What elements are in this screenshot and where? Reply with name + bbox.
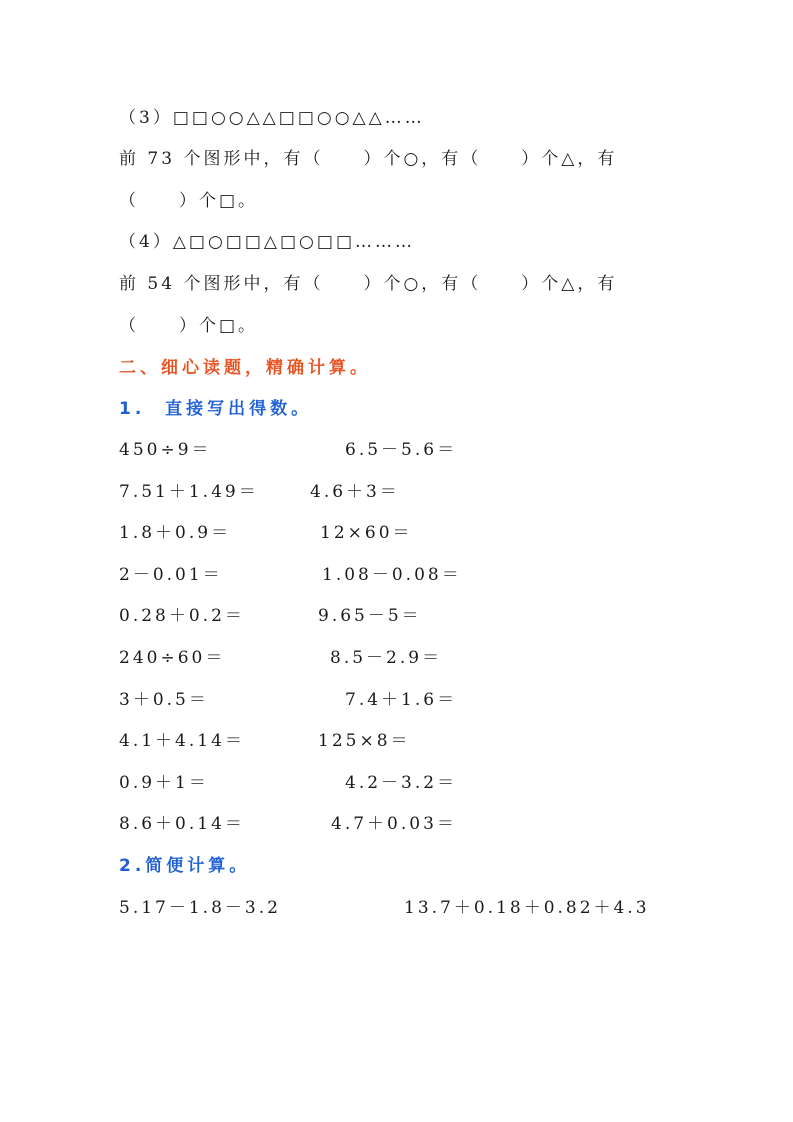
calc-right: 4.2－3.2＝	[345, 773, 458, 793]
calc-left: 7.51＋1.49＝	[119, 482, 259, 502]
calc-left: 3＋0.5＝	[119, 690, 209, 710]
calc-right: 4.6＋3＝	[310, 482, 400, 502]
calc-left: 4.1＋4.14＝	[119, 731, 245, 751]
calc-left: 1.8＋0.9＝	[119, 523, 232, 543]
calc-right: 7.4＋1.6＝	[345, 690, 458, 710]
calc-right: 9.65－5＝	[318, 606, 422, 626]
calc-right: 12×60＝	[320, 523, 413, 543]
calc-right: 6.5－5.6＝	[345, 440, 458, 460]
q4-pattern: （4）△□○□□△□○□□………	[119, 232, 416, 252]
simplify-left: 5.17－1.8－3.2	[119, 898, 281, 918]
q4-question-line2: （ ）个□。	[119, 316, 259, 336]
simplify-right: 13.7＋0.18＋0.82＋4.3	[404, 898, 650, 918]
calc-right: 125×8＝	[318, 731, 411, 751]
direct-answer-heading: 1. 直接写出得数。	[119, 399, 313, 419]
calc-left: 2－0.01＝	[119, 565, 223, 585]
section-two-heading: 二、细心读题，精确计算。	[119, 358, 371, 378]
q3-question-line2: （ ）个□。	[119, 191, 259, 211]
calc-left: 0.28＋0.2＝	[119, 606, 245, 626]
calc-right: 8.5－2.9＝	[330, 648, 443, 668]
calc-left: 450÷9＝	[119, 440, 212, 460]
q3-pattern: （3）□□○○△△□□○○△△……	[119, 108, 425, 128]
q3-question-line1: 前 73 个图形中，有（ ）个○，有（ ）个△，有	[119, 149, 618, 169]
simplify-heading: 2.简便计算。	[119, 856, 251, 876]
q4-question-line1: 前 54 个图形中，有（ ）个○，有（ ）个△，有	[119, 274, 618, 294]
calc-right: 4.7＋0.03＝	[331, 814, 457, 834]
calc-right: 1.08－0.08＝	[322, 565, 462, 585]
calc-left: 8.6＋0.14＝	[119, 814, 245, 834]
calc-left: 240÷60＝	[119, 648, 226, 668]
calc-left: 0.9＋1＝	[119, 773, 209, 793]
